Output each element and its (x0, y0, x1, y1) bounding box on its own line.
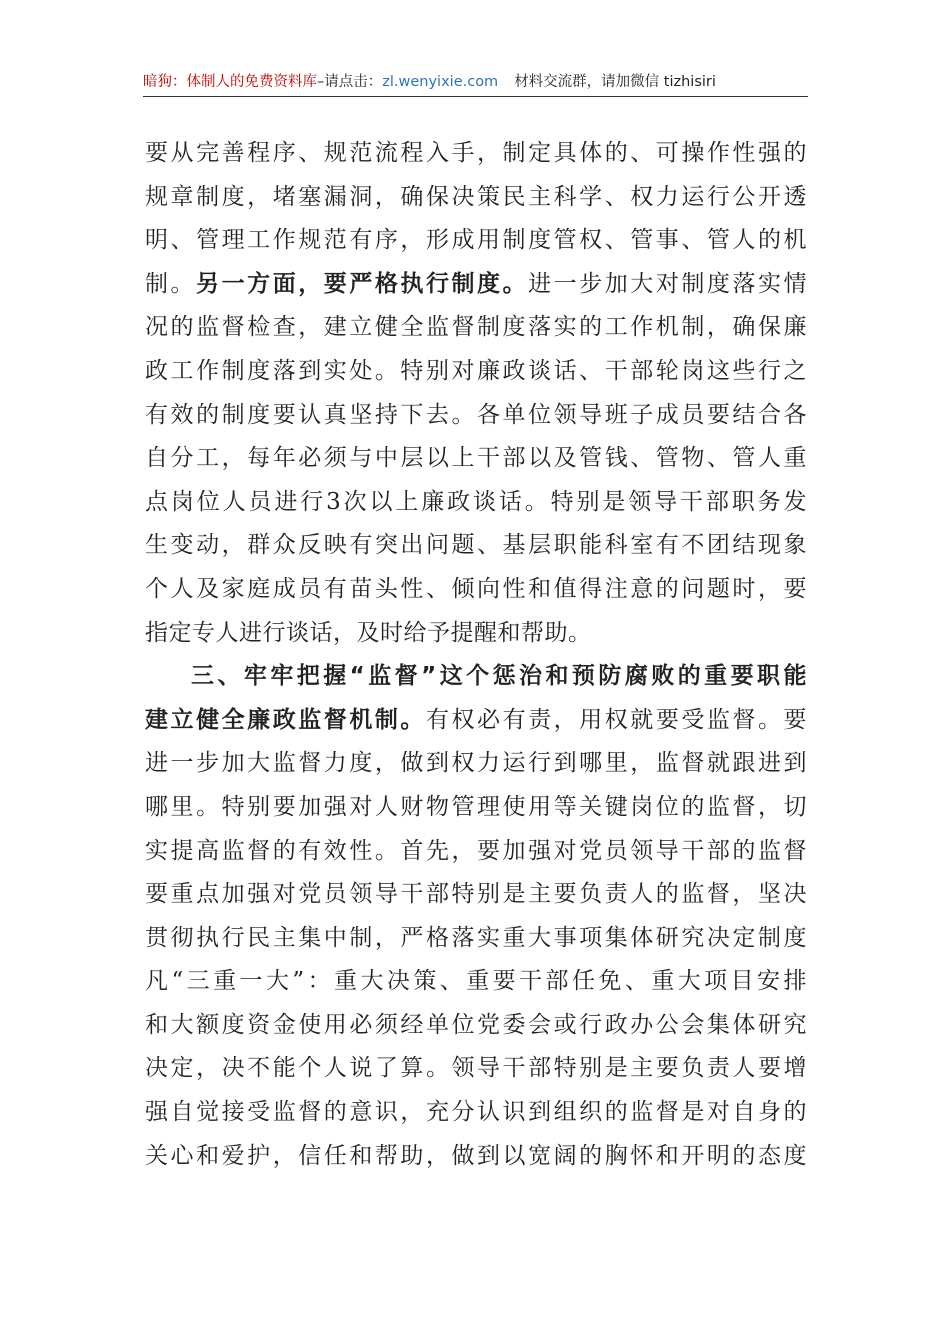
text-line-15: 进一步加大监督力度，做到权力运行到哪里，监督就跟进到 (145, 750, 807, 777)
text-line-5: 况的监督检查，建立健全监督制度落实的工作机制，确保廉 (145, 314, 807, 341)
text-line-21: 和大额度资金使用必须经单位党委会或行政办公会集体研究 (145, 1011, 807, 1038)
document-body (145, 132, 807, 1178)
text-line-9: 点岗位人员进行3次以上廉政谈话。特别是领导干部职务发 (145, 488, 807, 515)
header-divider (143, 96, 808, 97)
section-heading-3: 三、牢牢把握“监督”这个惩治和预防腐败的重要职能 (191, 663, 807, 690)
text-line-8: 自分工，每年必须与中层以上干部以及管钱、管物、管人重 (145, 445, 807, 472)
header-click-prompt: –请点击： (317, 74, 383, 90)
text-line-10: 生变动，群众反映有突出问题、基层职能科室有不团结现象 (145, 532, 807, 559)
text-line-11: 个人及家庭成员有苗头性、倾向性和值得注意的问题时，要 (145, 575, 807, 602)
text-line-4 (145, 263, 807, 307)
text-line-3: 明、管理工作规范有序，形成用制度管权、管事、管人的机 (145, 227, 807, 254)
text-line-17: 实提高监督的有效性。首先，要加强对党员领导干部的监督 (145, 837, 807, 864)
emphasis-strict-enforcement: 另一方面，要严格执行制度。 (196, 270, 529, 297)
header-wechat-note: 材料交流群，请加微信 tizhisiri (514, 74, 716, 90)
header-site-name: 暗狗：体制人的免费资料库 (143, 74, 317, 90)
text-line-22: 决定，决不能个人说了算。领导干部特别是主要负责人要增 (145, 1055, 807, 1082)
text-line-7: 有效的制度要认真坚持下去。各单位领导班子成员要结合各 (145, 401, 807, 428)
text-line-18: 要重点加强对党员领导干部特别是主要负责人的监督，坚决 (145, 881, 807, 908)
page-header (143, 70, 808, 94)
text-line-19: 贯彻执行民主集中制，严格落实重大事项集体研究决定制度 (145, 924, 807, 951)
text-line-4-end: 进一步加大对制度落实情 (528, 270, 808, 297)
text-line-4-start: 制。 (145, 270, 197, 297)
text-line-14-end: 有权必有责，用权就要受监督。要 (425, 706, 808, 733)
text-line-12: 指定专人进行谈话，及时给予提醒和帮助。 (145, 619, 592, 646)
text-line-1: 要从完善程序、规范流程入手，制定具体的、可操作性强的 (145, 140, 807, 166)
heading-continuation: 建立健全廉政监督机制。 (145, 706, 426, 733)
text-line-20: 凡“三重一大”：重大决策、重要干部任免、重大项目安排 (145, 968, 807, 995)
text-line-16: 哪里。特别要加强对人财物管理使用等关键岗位的监督，切 (145, 793, 807, 820)
text-line-23: 强自觉接受监督的意识，充分认识到组织的监督是对自身的 (145, 1099, 807, 1126)
text-line-14 (145, 699, 807, 743)
header-url-link[interactable]: zl.wenyixie.com (382, 74, 499, 90)
text-line-24: 关心和爱护，信任和帮助，做到以宽阔的胸怀和开明的态度 (145, 1142, 807, 1169)
text-line-2: 规章制度，堵塞漏洞，确保决策民主科学、权力运行公开透 (145, 183, 807, 210)
text-line-6: 政工作制度落到实处。特别对廉政谈话、干部轮岗这些行之 (145, 357, 807, 384)
